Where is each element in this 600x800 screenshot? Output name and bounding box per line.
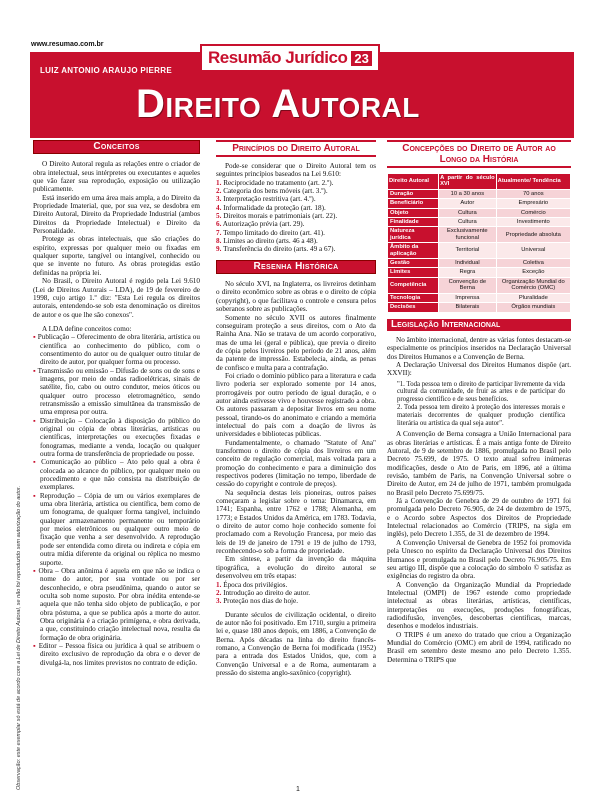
list-item: ▪ Distribuição – Colocação à disposição do público do original ou cópia de obras literárias, artísticas ou científicas, interpretações ou execuções fixadas e fonogramas, mediante a venda, locação ou qualquer outra forma de transferência de propriedade ou posse. <box>33 417 200 459</box>
table-row: Beneficiário Autor Empresário <box>388 199 571 208</box>
list-item: 5. Direitos morais e patrimoniais (art. 22). <box>216 212 338 221</box>
table-row: Decisões Bilaterais Órgãos mundiais <box>388 303 571 312</box>
principios-heading: Princípios do Direito Autoral <box>216 140 376 157</box>
quote-block <box>397 381 565 428</box>
list-item: 2. Introdução ao direito de autor. <box>216 588 311 597</box>
table-header-row <box>388 174 571 190</box>
table-row: Duração 10 a 30 anos 70 anos <box>388 189 571 198</box>
brand-logo <box>200 44 380 72</box>
paragraph: A Convenção de Berna consagra a União Internacional para as obras literárias e artísticas. É a mais antiga fonte de Direito Autoral, de 9 de setembro de 1886, promulgada no Brasil pelo Decreto 75.699, de 1975. O texto atual sofreu inúmeras modificações, desde o Ato de Paris, em 1896, até a última revisão, também de Paris, na Convenção Universal sobre o Direito de Autor, em 24 de julho de 1971, também promulgada no Brasil pelo Decreto 75.699/75. <box>387 430 571 497</box>
list-item: ▪ Transmissão ou emissão – Difusão de sons ou de sons e imagens, por meio de ondas radioelétricas, sinais de satélite, fio, cabo ou outro condutor, meios óticos ou qualquer outro processo eletromagnético, sendo retransmissão a emissão simultânea da transmissão de uma empresa por outra. <box>33 367 200 417</box>
paragraph: A LDA define conceitos como: <box>42 324 132 333</box>
table-row: Finalidade Cultura Investimento <box>388 218 571 227</box>
list-item: 1. Época dos privilégios. <box>216 580 288 589</box>
list-item: 3. Interpretação restritiva (art. 4.º). <box>216 195 316 204</box>
list-item: 6. Autorização prévia (art. 29). <box>216 220 305 229</box>
paragraph: O Direito Autoral regula as relações entre o criador de obra intelectual, seus intérpretes ou executantes e aqueles que vão fazer sua reprodução, exposição ou utilização publicamente. <box>33 160 200 194</box>
column-header: Atualmente/ Tendência <box>496 174 570 190</box>
paragraph: No Brasil, o Direito Autoral é regido pela Lei 9.610 (Lei de Direitos Autorais – LDA), de 19 de fevereiro de 1998, cujo artigo 1.º diz: "Esta Lei regula os direitos autorais, entendendo-se sob esta denominação os direitos de autor e os que lhe são conexos". <box>33 277 200 319</box>
side-note: Observação: este exemplar só está de acordo com a Lei de Direito Autoral, se não foi reproduzido sem autorização do autor. <box>16 485 22 790</box>
paragraph: Somente no século XVII os autores finalmente conseguiram proteção a seus direitos, com o Ato da Rainha Ana. Não se tratava de um acordo corporativo, mas de uma lei (geral e pública), que previa o direito de cópia pelos livreiros pelo período de 21 anos, além da patente de impressão. Estabelecia, ainda, as penas de confisco e multa para a contrafação. <box>216 313 376 372</box>
quote-line: "1. Toda pessoa tem o direito de participar livremente da vida cultural da comunidade, de fruir as artes e de participar do progresso científico e de seus benefícios. <box>397 380 565 404</box>
brand-name: Resumão Jurídico <box>208 48 348 67</box>
table-row: Gestão Individual Coletiva <box>388 259 571 268</box>
paragraph: A Declaração Universal dos Direitos Humanos dispõe (art. XXVII): <box>387 360 571 378</box>
conceitos-heading: Conceitos <box>33 140 200 154</box>
table-row: Tecnologia Imprensa Pluralidade <box>388 293 571 302</box>
page-title: Direito Autoral <box>136 82 420 126</box>
history-table <box>387 173 571 313</box>
paragraph: Foi criado o domínio público para a literatura e cada livro poderia ser explorado somente por 14 anos, prorrogáveis por outro período de igual duração, e o autor ainda estivesse vivo e houvesse registrado a obra. Os autores passaram a depositar livros em seu nome pessoal, tirando-os do anonimato e criando a memória intelectual do país com a doação de livros às universidades e bibliotecas públicas. <box>216 371 376 439</box>
list-item: ▪ Publicação – Oferecimento de obra literária, artística ou científica ao conhecimento do público, com o consentimento do autor ou de qualquer outro titular de direito de autor, por qualquer forma ou processo. <box>33 333 200 366</box>
paragraph: No âmbito internacional, dentre as várias fontes destacam-se especialmente os princípios inseridos na Declaração Universal dos Direitos Humanos e a Convenção de Berna. <box>387 335 571 361</box>
list-item: 1. Reciprocidade no tratamento (art. 2.º). <box>216 178 334 187</box>
site-url: www.resumao.com.br <box>31 41 104 48</box>
table-row: Limites Regra Exceção <box>388 268 571 277</box>
list-item: ▪ Reprodução – Cópia de um ou vários exemplares de uma obra literária, artística ou científica, bem como de um fonograma, de qualquer forma tangível, incluindo qualquer armazenamento permanente ou temporário por meios eletrônicos ou qualquer outro meio de fixação que venha a ser desenvolvido. A reprodução pode ser entendida como direta ou indireta e cópia em outra mídia diferente da original ou réplica no mesmo suporte. <box>33 492 200 567</box>
list-item: 4. Informalidade da proteção (art. 18). <box>216 203 326 212</box>
paragraph: Fundamentalmente, o chamado "Statute of Ana" transformou o direito de cópia dos livreiros em um conceito de regulação comercial, mais voltada para a promoção do conhecimento e para a diminuição dos respectivos poderes (limitação no tempo, liberdade de cessão do copyright e controle de preços). <box>216 438 376 489</box>
paragraph: O TRIPS é um anexo do tratado que criou a Organização Mundial do Comércio (OMC) em abril de 1994, ratificado no Brasil em setembro deste mesmo ano pelo Decreto 1.355. Determina o TRIPS que <box>387 630 571 664</box>
concepts-list <box>33 333 200 667</box>
paragraph: A Convenção da Organização Mundial da Propriedade Intelectual (OMPI) de 1967 estende como propriedade intelectual as obras literárias, artísticas, científicas, interpretações ou execuções, produções fonográficas, radiodifusão, invenções, descobertas científicas, marcas, desenhos e modelos industriais. <box>387 580 571 631</box>
table-row: Competência Convenção de Berna Organização Mundial do Comércio (OMC) <box>388 277 571 293</box>
list-item: 3. Proteção nos dias de hoje. <box>216 597 299 606</box>
list-item: 7. Tempo limitado do direito (art. 41). <box>216 228 325 237</box>
page-number: 1 <box>296 786 300 793</box>
list-item: 2. Categoria dos bens móveis (art. 3.º). <box>216 187 328 196</box>
principles-list <box>216 179 376 254</box>
list-item: ▪ Editor – Pessoa física ou jurídica à qual se atribuem o direito exclusivo de reprodução da obra e o dever de divulgá-la, nos limites previstos no contrato de edição. <box>33 642 200 667</box>
paragraph: Na sequência destas leis pioneiras, outros países começaram a legislar sobre o tema: Dinamarca, em 1741; Espanha, entre 1762 e 1788; Alemanha, em 1773; e Estados Unidos da América, em 1783. Todavia, o direito de autor como hoje conhecido somente foi proclamado com a Revolução Francesa, por meio das leis de 19 de janeiro de 1791 e 19 de julho de 1793, reconhecendo-o sob a forma de propriedade. <box>216 488 376 556</box>
paragraph: Já a Convenção de Genebra de 29 de outubro de 1971 foi promulgada pelo Decreto 76.905, de 24 de dezembro de 1975, e o Acordo sobre Aspectos dos Direitos de Propriedade Intelectual relacionados ao Comércio (TRIPS, na sigla em inglês), pelo Decreto 1.355, de 31 de dezembro de 1994. <box>387 497 571 539</box>
paragraph: A Convenção Universal de Genebra de 1952 foi promovida pela Unesco no espírito da Declaração Universal dos Direitos Humanos e promulgada no Brasil pelo Decreto 76.905/75. Em seu artigo III, dispõe que a colocação do símbolo © satisfaz as exigências do registro da obra. <box>387 538 571 581</box>
author-name: LUIZ ANTONIO ARAUJO PIERRE <box>40 66 172 75</box>
paragraph: Pode-se considerar que o Direito Autoral tem os seguintes princípios baseados na Lei 9.610: <box>216 162 376 179</box>
list-item: ▪ Obra – Obra anônima é aquela em que não se indica o nome do autor, por sua vontade ou por ser desconhecido, e obra pseudônima, quando o autor se oculta sob nome suposto. Por obra inédita entende-se aquela que não tenha sido objeto de publicação, e por obra póstuma, a que se publica após a morte do autor. Obra originária é a criação primígena, e obra derivada, a que, constituindo criação intelectual nova, resulta da formação de obra originária. <box>33 567 200 642</box>
column-concepcoes <box>387 140 571 790</box>
table-row: Âmbito da aplicação Territorial Universal <box>388 243 571 259</box>
column-header: Direito Autoral <box>388 174 439 190</box>
concepcoes-heading: Concepções do Direito de Autor ao Longo da História <box>387 140 571 168</box>
brand-number: 23 <box>351 51 371 66</box>
paragraph: Durante séculos de civilização ocidental, o direito de autor não foi positivado. Em 1710, surgiu a primeira lei e, quase 180 anos depois, em 1886, a Convenção de Berna. Após décadas na linha do direito francês-romano, a Convenção de Berna foi modificada (1952) para a entrada dos Estados Unidos, que, com a Convenção Universal e a de Roma, aumentaram a pressão do sistema anglo-saxônico (copyright). <box>216 610 376 677</box>
paragraph: Em síntese, a partir da invenção da máquina tipográfica, a evolução do direito autoral se desenvolveu em três etapas: <box>216 555 376 581</box>
historia-heading: Resenha Histórica <box>216 260 376 274</box>
legislacao-heading: Legislação Internacional <box>387 319 571 331</box>
etapas-list <box>216 581 376 606</box>
column-principios <box>216 140 376 790</box>
table-row: Natureza jurídica Exclusivamente funcional Propriedade absoluta <box>388 227 571 243</box>
paragraph: Está inserido em uma área mais ampla, a do Direito da Propriedade Imaterial, que, por sua vez, se desdobra em Direito Autoral, Direito da Propriedade Industrial (ambos Direitos da Propriedade Intelectual) e Direito da Personalidade. <box>33 193 200 236</box>
table-row: Objeto Cultura Comércio <box>388 208 571 217</box>
column-conceitos <box>33 140 200 790</box>
paragraph: No século XVI, na Inglaterra, os livreiros detinham o direito econômico sobre as obras e o direito de cópia (copyright), o que facilitava o controle e censura pelos soberanos sobre as publicações. <box>216 280 376 314</box>
list-item: 8. Limites ao direito (arts. 46 a 48). <box>216 237 318 246</box>
column-header: A partir do século XVI <box>440 175 495 188</box>
paragraph: Protege as obras intelectuais, que são criações do espírito, expressas por qualquer meio ou fixadas em qualquer suporte, tangível ou intangível, conhecido ou que se invente no futuro. As obras protegidas estão definidas na própria lei. <box>33 235 200 277</box>
list-item: ▪ Comunicação ao público – Ato pelo qual a obra é colocada ao alcance do público, por qualquer meio ou procedimento e que não consista na distribuição de exemplares. <box>33 458 200 491</box>
list-item: 9. Transferência do direito (arts. 49 a 67). <box>216 245 336 254</box>
quote-line: 2. Toda pessoa tem direito à proteção dos interesses morais e materiais decorrentes de qualquer produção científica literária ou artística da qual seja autor". <box>397 403 565 427</box>
